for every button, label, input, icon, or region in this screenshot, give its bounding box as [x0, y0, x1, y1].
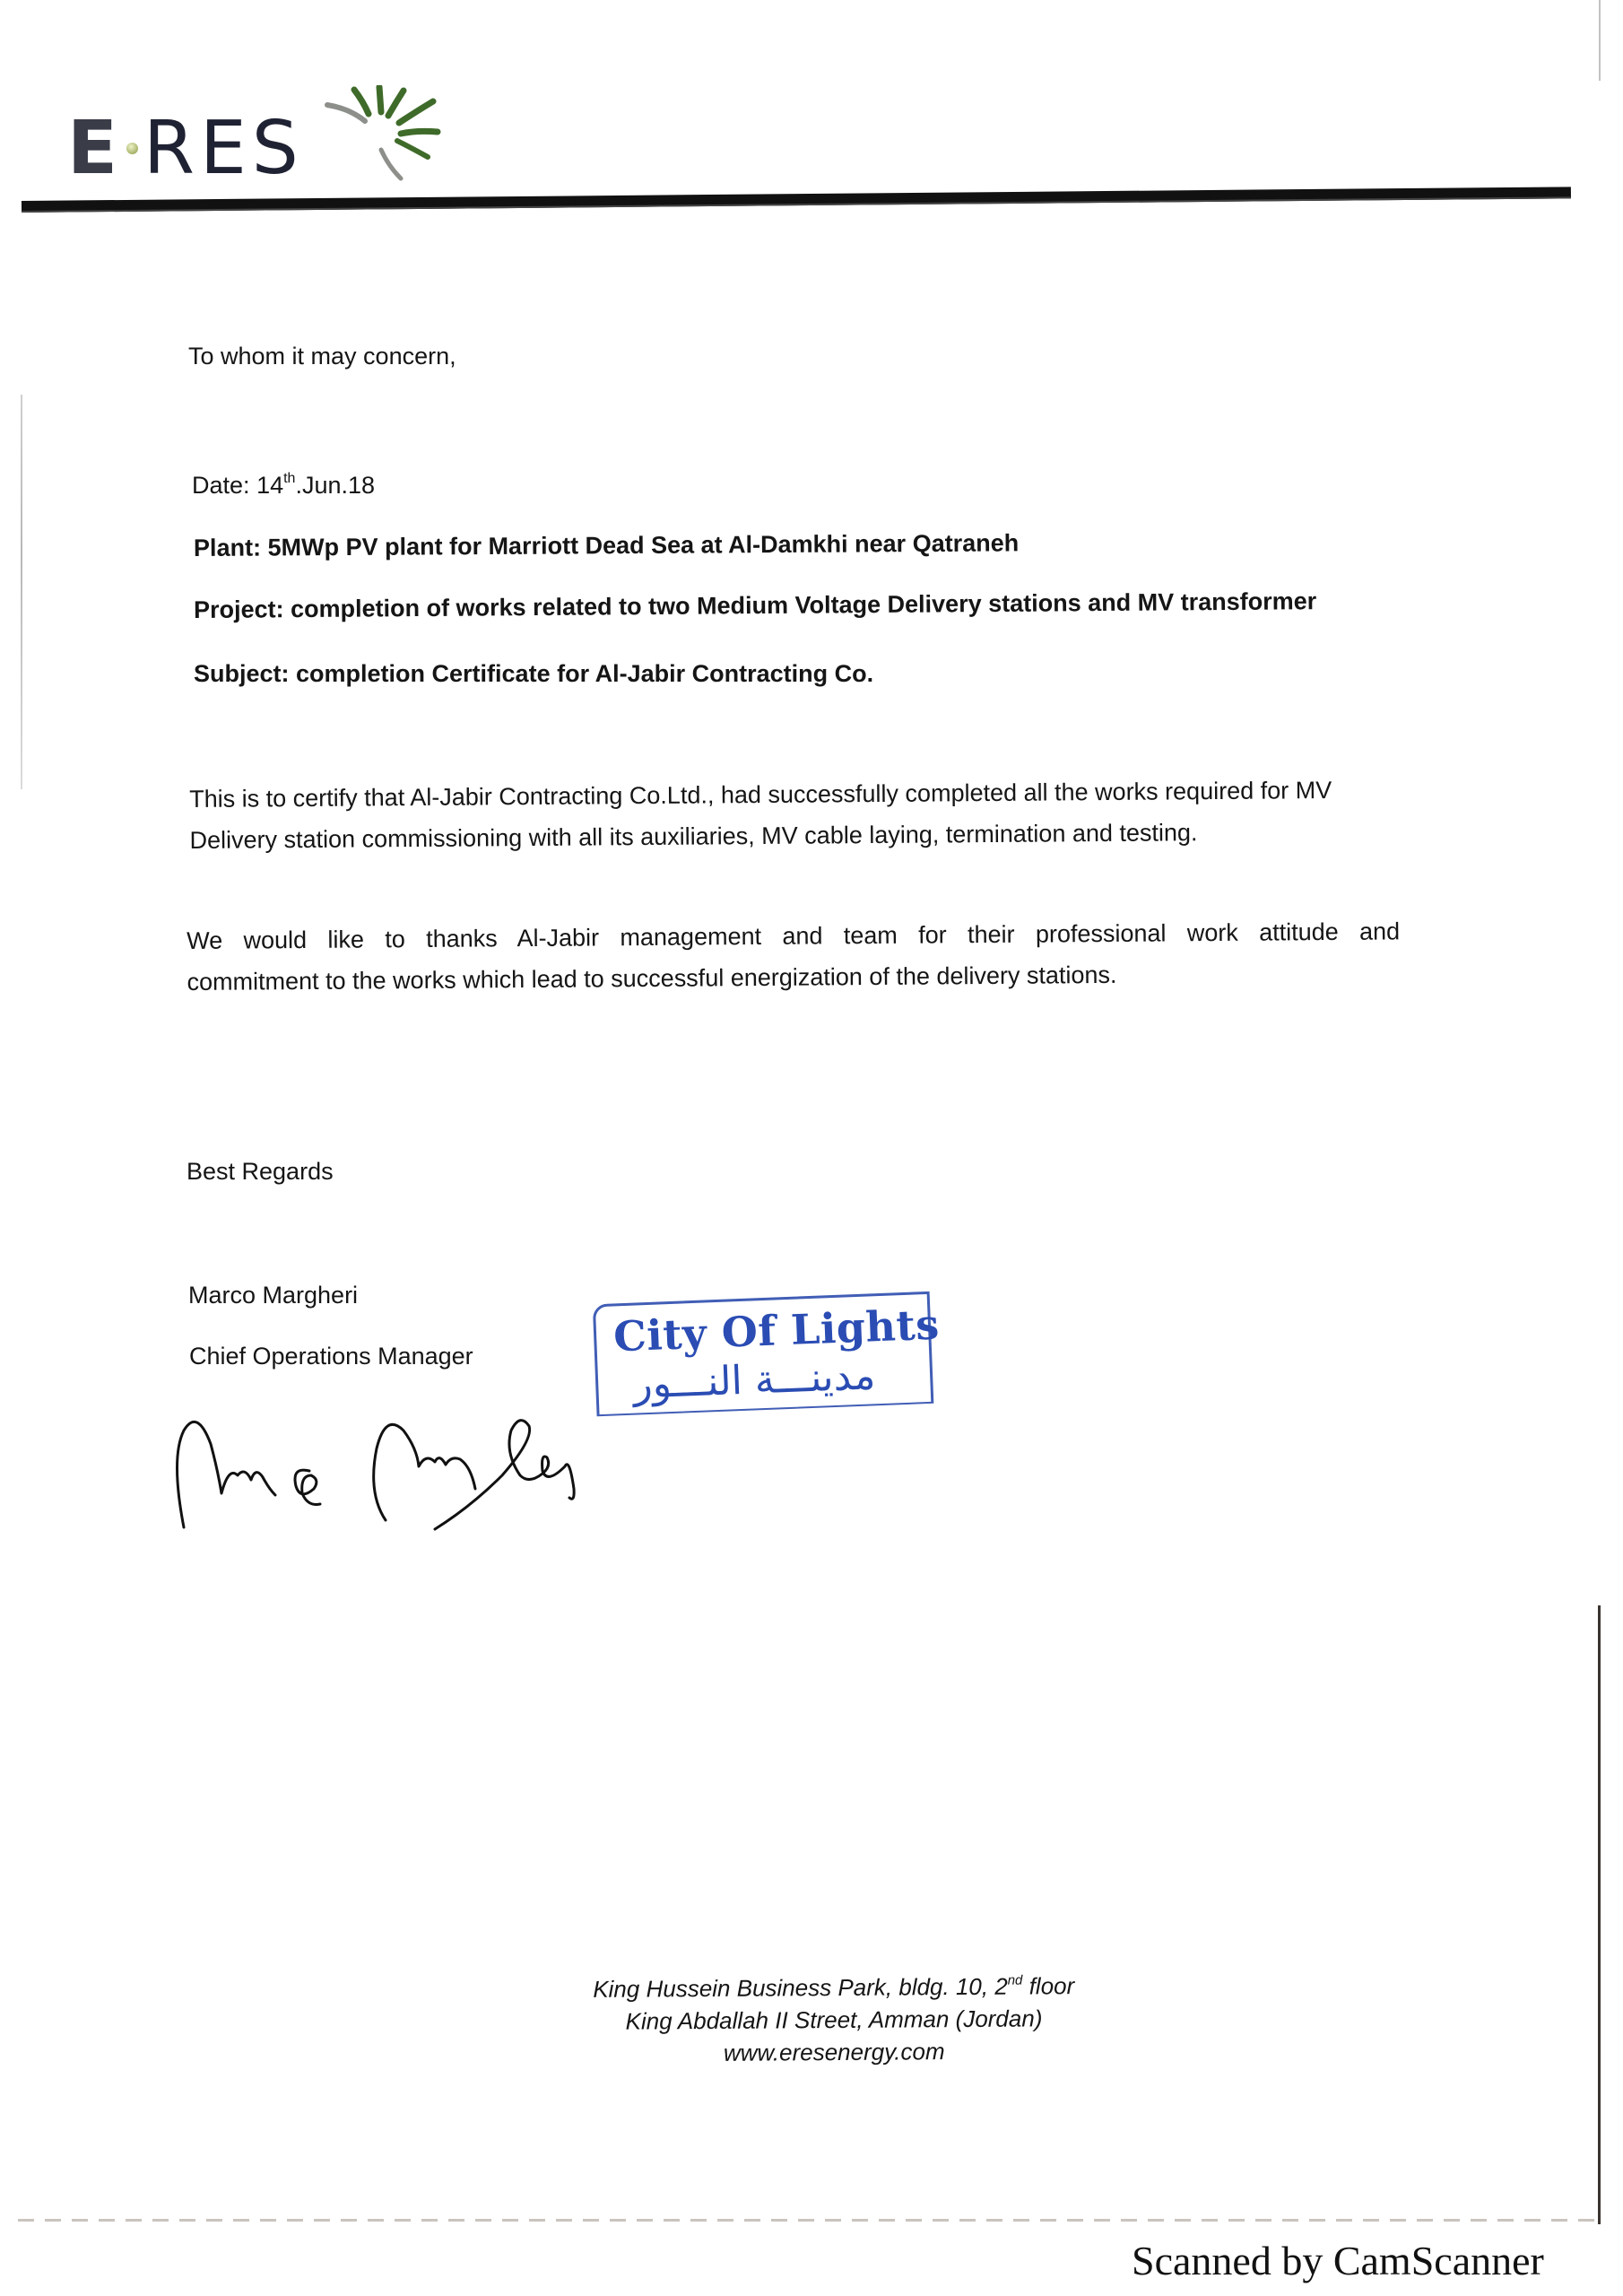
- stamp-text-english: City Of Lights: [612, 1300, 941, 1361]
- plant-value: 5MWp PV plant for Marriott Dead Sea at Al-Damkhi near Qatraneh: [267, 529, 1020, 561]
- plant-line: [194, 528, 1019, 562]
- date-day-suffix: th: [283, 471, 296, 486]
- signatory-title: Chief Operations Manager: [189, 1343, 473, 1370]
- project-line: [194, 587, 1316, 624]
- company-stamp: [585, 1271, 944, 1432]
- body-paragraph-thanks: [187, 910, 1401, 1003]
- date-day: 14: [256, 472, 284, 499]
- paragraph-line: commitment to the works which lead to successful energization of the delivery stations.: [187, 961, 1117, 996]
- greeting: To whom it may concern,: [188, 343, 456, 370]
- footer-website: www.eresenergy.com: [723, 2038, 945, 2066]
- footer-address-line-1: [502, 1969, 1166, 2005]
- scanner-watermark: Scanned by CamScanner: [1132, 2238, 1544, 2283]
- paragraph-line: This is to certify that Al-Jabir Contracting Co.Ltd., had successfully completed all the works required for MV: [189, 776, 1332, 813]
- date-label: Date:: [192, 472, 250, 499]
- subject-label: Subject:: [194, 660, 290, 687]
- paper-edge-right-top: [1599, 0, 1601, 81]
- paragraph-line: Delivery station commissioning with all its auxiliaries, MV cable laying, termination and testing.: [189, 819, 1198, 854]
- letterhead-footer: [502, 1969, 1167, 2070]
- signatory-name: Marco Margheri: [188, 1282, 359, 1309]
- paragraph-line: We would like to thanks Al-Jabir management and team for their professional work attitude and: [187, 918, 1401, 954]
- paper-edge-left: [21, 395, 22, 789]
- letter-date: [192, 471, 375, 500]
- subject-line: [194, 659, 873, 688]
- logo-dot-icon: [126, 143, 138, 154]
- footer-line1-tail: floor: [1022, 1972, 1075, 2000]
- handwritten-signature: [166, 1404, 641, 1547]
- project-label: Project:: [193, 596, 284, 623]
- sunburst-leaves-icon: [318, 85, 453, 184]
- footer-line1-sup: nd: [1007, 1972, 1023, 1988]
- company-logo: [63, 85, 404, 193]
- plant-label: Plant:: [193, 534, 262, 561]
- stamp-text-arabic: مدينـــة النـــور: [632, 1352, 877, 1408]
- subject-value: completion Certificate for Al-Jabir Contracting Co.: [296, 660, 874, 687]
- footer-address-line-2: King Abdallah II Street, Amman (Jordan): [625, 2005, 1043, 2035]
- project-value: completion of works related to two Medium Voltage Delivery stations and MV transformer: [290, 587, 1317, 623]
- date-rest: .Jun.18: [295, 472, 376, 499]
- closing: Best Regards: [187, 1158, 334, 1185]
- footer-line1-text: King Hussein Business Park, bldg. 10, 2: [593, 1972, 1008, 2003]
- logo-wordmark: E RES: [67, 106, 304, 191]
- body-paragraph-certification: [189, 769, 1403, 861]
- paper-edge-bottom: [18, 2219, 1601, 2222]
- paper-edge-right: [1598, 1605, 1601, 2224]
